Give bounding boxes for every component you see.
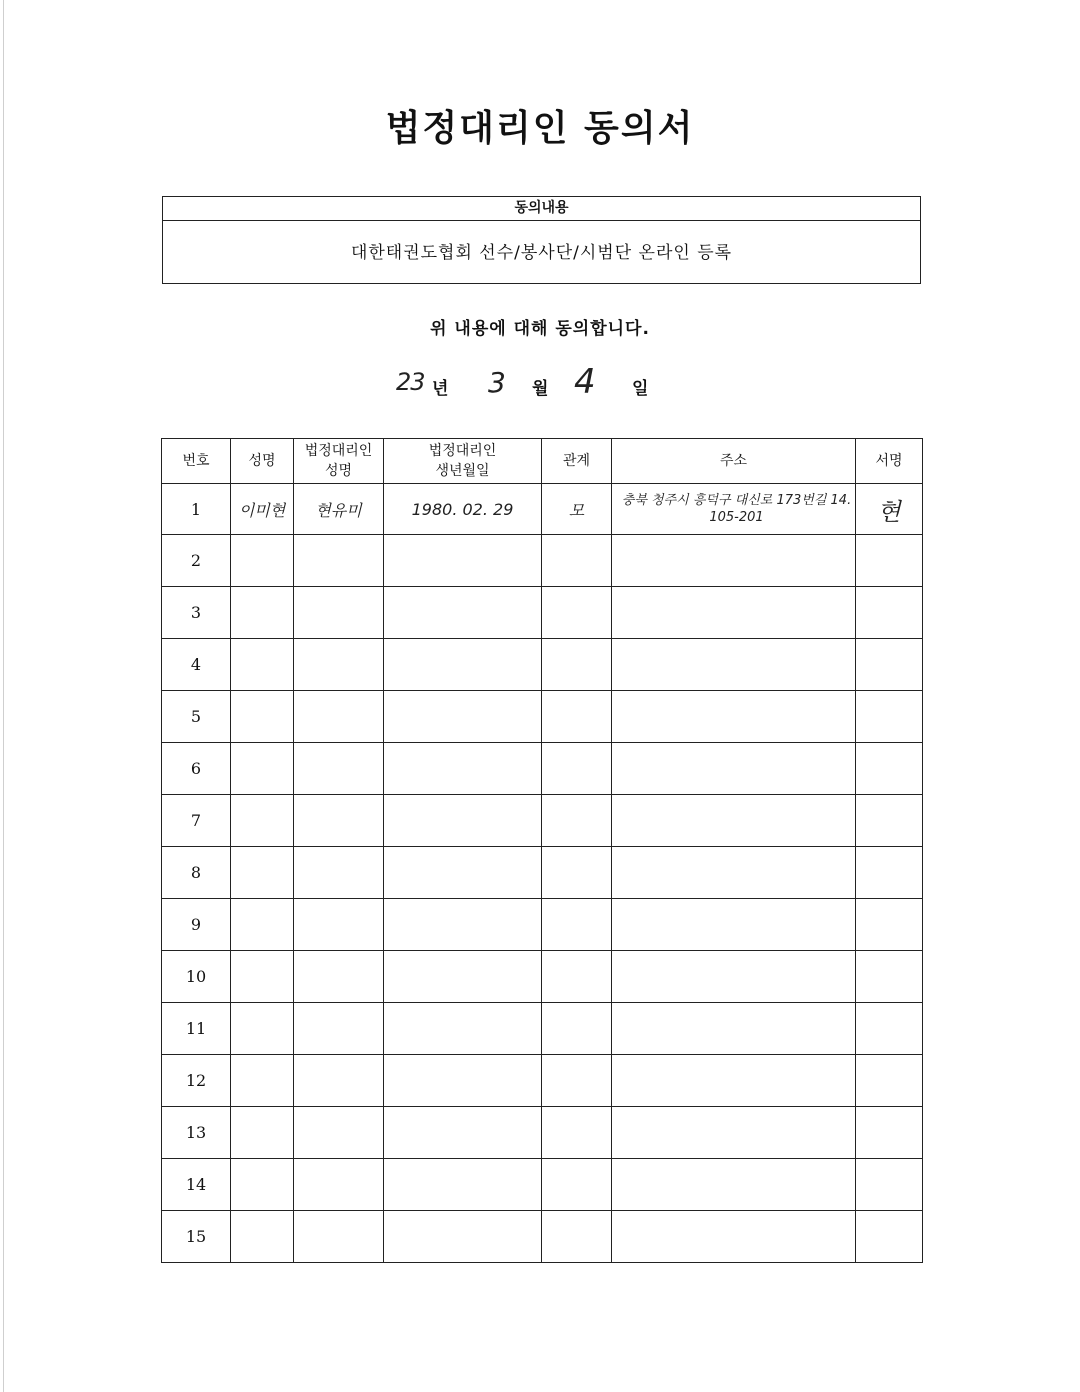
cell-name: 이미현 [231, 484, 294, 535]
document-title: 법정대리인 동의서 [385, 108, 695, 149]
cell-relation [542, 535, 612, 587]
header-guardian-birth [384, 439, 542, 484]
date-day-value: 4 [574, 362, 596, 402]
cell-no: 13 [162, 1107, 231, 1159]
cell-guardian-name: 현유미 [294, 484, 384, 535]
cell-signature [856, 899, 923, 951]
cell-no: 14 [162, 1159, 231, 1211]
cell-address [612, 743, 856, 795]
cell-signature [856, 1055, 923, 1107]
table-row [162, 1003, 923, 1055]
cell-signature [856, 691, 923, 743]
header-name: 성명 [231, 439, 294, 484]
header-address: 주소 [612, 439, 856, 484]
cell-signature [856, 847, 923, 899]
cell-name [231, 1055, 294, 1107]
cell-no: 8 [162, 847, 231, 899]
cell-no: 15 [162, 1211, 231, 1263]
table-row [162, 1055, 923, 1107]
cell-no: 11 [162, 1003, 231, 1055]
cell-guardian-birth [384, 1159, 542, 1211]
cell-guardian-name [294, 535, 384, 587]
table-row [162, 847, 923, 899]
table-row [162, 587, 923, 639]
date-month-value: 3 [488, 366, 506, 399]
date-line [0, 362, 1080, 406]
header-signature: 서명 [856, 439, 923, 484]
cell-name [231, 899, 294, 951]
cell-guardian-birth [384, 847, 542, 899]
cell-address [612, 691, 856, 743]
cell-name [231, 639, 294, 691]
cell-signature [856, 535, 923, 587]
cell-guardian-name [294, 1107, 384, 1159]
cell-guardian-birth: 1980. 02. 29 [384, 484, 542, 535]
cell-signature [856, 587, 923, 639]
table-row [162, 691, 923, 743]
table-row [162, 795, 923, 847]
cell-relation [542, 1055, 612, 1107]
consent-box [162, 196, 921, 284]
cell-guardian-name [294, 691, 384, 743]
cell-guardian-name [294, 1211, 384, 1263]
cell-relation [542, 1003, 612, 1055]
cell-relation [542, 691, 612, 743]
table-row [162, 639, 923, 691]
cell-guardian-name [294, 587, 384, 639]
cell-guardian-birth [384, 1003, 542, 1055]
cell-signature [856, 743, 923, 795]
header-relation: 관계 [542, 439, 612, 484]
cell-guardian-birth [384, 639, 542, 691]
cell-guardian-name [294, 1055, 384, 1107]
cell-name [231, 1159, 294, 1211]
cell-no: 9 [162, 899, 231, 951]
cell-address: 충북 청주시 흥덕구 대신로 173번길 14. 105-201 [612, 484, 856, 535]
table-row [162, 743, 923, 795]
cell-guardian-birth [384, 1211, 542, 1263]
cell-no: 6 [162, 743, 231, 795]
date-year-value: 23 [396, 368, 425, 396]
cell-relation [542, 795, 612, 847]
cell-name [231, 535, 294, 587]
cell-guardian-birth [384, 743, 542, 795]
table-row [162, 1107, 923, 1159]
table-row [162, 951, 923, 1003]
cell-name [231, 1003, 294, 1055]
cell-address [612, 951, 856, 1003]
cell-relation: 모 [542, 484, 612, 535]
cell-guardian-name [294, 847, 384, 899]
cell-address [612, 639, 856, 691]
cell-no: 5 [162, 691, 231, 743]
cell-guardian-birth [384, 899, 542, 951]
cell-relation [542, 1211, 612, 1263]
cell-guardian-birth [384, 1055, 542, 1107]
cell-relation [542, 1159, 612, 1211]
header-guardian-birth-line1: 법정대리인 [428, 443, 497, 459]
cell-guardian-birth [384, 795, 542, 847]
cell-guardian-name [294, 1159, 384, 1211]
cell-guardian-name [294, 639, 384, 691]
date-day-label: 일 [632, 379, 649, 399]
cell-guardian-birth [384, 535, 542, 587]
cell-relation [542, 899, 612, 951]
cell-guardian-name [294, 795, 384, 847]
cell-signature [856, 1159, 923, 1211]
consent-header: 동의내용 [163, 197, 920, 221]
table-body [162, 484, 923, 1263]
cell-no: 2 [162, 535, 231, 587]
cell-guardian-name [294, 951, 384, 1003]
cell-name [231, 587, 294, 639]
table-header-row [162, 439, 923, 484]
cell-guardian-birth [384, 587, 542, 639]
cell-no: 1 [162, 484, 231, 535]
cell-name [231, 847, 294, 899]
guardian-table [161, 438, 923, 1263]
cell-guardian-birth [384, 951, 542, 1003]
cell-name [231, 795, 294, 847]
header-guardian-name-line1: 법정대리인 [304, 443, 373, 459]
table-row [162, 1159, 923, 1211]
cell-name [231, 1211, 294, 1263]
cell-signature [856, 639, 923, 691]
cell-signature [856, 1211, 923, 1263]
cell-signature [856, 1107, 923, 1159]
header-guardian-name [294, 439, 384, 484]
cell-guardian-name [294, 743, 384, 795]
cell-signature [856, 795, 923, 847]
cell-guardian-birth [384, 1107, 542, 1159]
date-year-label: 년 [432, 379, 449, 399]
cell-relation [542, 639, 612, 691]
cell-relation [542, 951, 612, 1003]
table-row [162, 899, 923, 951]
cell-address [612, 1003, 856, 1055]
cell-signature [856, 1003, 923, 1055]
cell-relation [542, 1107, 612, 1159]
cell-address [612, 535, 856, 587]
cell-address [612, 847, 856, 899]
cell-address [612, 1159, 856, 1211]
table-row [162, 535, 923, 587]
cell-signature: 현 [856, 484, 923, 535]
cell-guardian-birth [384, 691, 542, 743]
cell-address [612, 587, 856, 639]
agreement-text: 위 내용에 대해 동의합니다. [430, 319, 650, 339]
consent-content: 대한태권도협회 선수/봉사단/시범단 온라인 등록 [350, 243, 733, 263]
table-row [162, 1211, 923, 1263]
cell-name [231, 691, 294, 743]
cell-guardian-name [294, 899, 384, 951]
cell-address [612, 899, 856, 951]
cell-signature [856, 951, 923, 1003]
page-edge [3, 0, 4, 1392]
cell-guardian-name [294, 1003, 384, 1055]
cell-address [612, 1211, 856, 1263]
cell-relation [542, 587, 612, 639]
cell-name [231, 951, 294, 1003]
cell-name [231, 1107, 294, 1159]
cell-no: 12 [162, 1055, 231, 1107]
cell-name [231, 743, 294, 795]
header-no: 번호 [162, 439, 231, 484]
cell-address [612, 795, 856, 847]
cell-address [612, 1055, 856, 1107]
cell-relation [542, 847, 612, 899]
table-row [162, 484, 923, 535]
cell-no: 10 [162, 951, 231, 1003]
cell-address [612, 1107, 856, 1159]
header-guardian-birth-line2: 생년월일 [435, 463, 490, 479]
cell-no: 4 [162, 639, 231, 691]
cell-relation [542, 743, 612, 795]
header-guardian-name-line2: 성명 [324, 463, 353, 479]
cell-no: 7 [162, 795, 231, 847]
date-month-label: 월 [532, 379, 549, 399]
cell-no: 3 [162, 587, 231, 639]
